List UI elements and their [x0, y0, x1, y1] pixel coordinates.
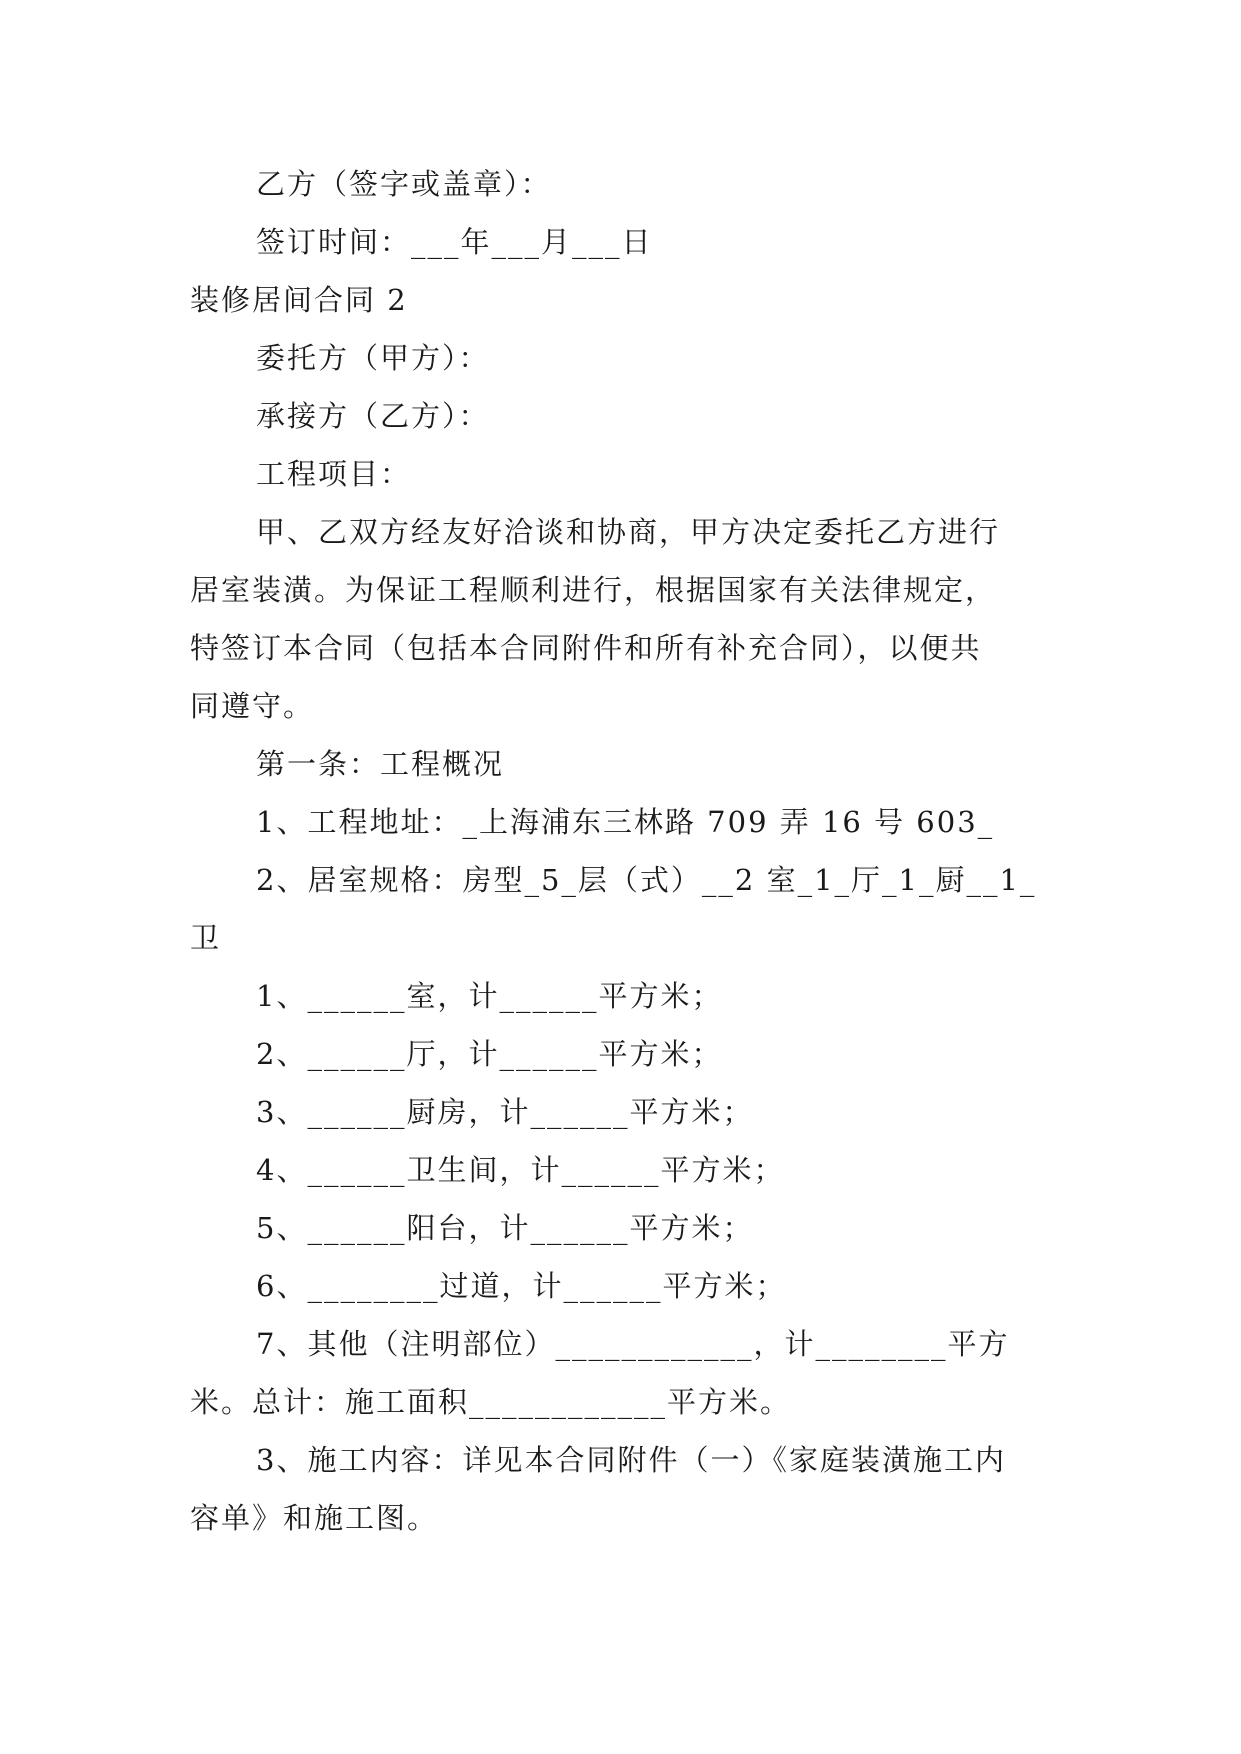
document-page — [190, 155, 1065, 1547]
area-item-bathroom: 4、______卫生间，计______平方米； — [256, 1153, 785, 1187]
principal-party-a: 委托方（甲方）： — [256, 341, 490, 375]
signing-date: 签订时间：___年___月___日 — [256, 225, 653, 259]
project-address: 1、工程地址：_上海浦东三林路 709 弄 16 号 603_ — [256, 805, 995, 839]
area-item-hall: 2、______厅，计______平方米； — [256, 1037, 723, 1071]
preamble-line-4: 同遵守。 — [190, 689, 315, 723]
article-1-heading: 第一条：工程概况 — [256, 747, 505, 781]
preamble-line-3: 特签订本合同（包括本合同附件和所有补充合同），以便共 — [190, 631, 982, 665]
total-area: 米。总计：施工面积____________平方米。 — [190, 1385, 792, 1419]
room-spec-line-1: 2、居室规格：房型_5_层（式）__2 室_1_厅_1_厨__1_ — [256, 863, 1037, 897]
contractor-party-b: 承接方（乙方）： — [256, 399, 490, 433]
contract-title: 装修居间合同 2 — [190, 283, 408, 317]
preamble-line-1: 甲、乙双方经友好洽谈和协商，甲方决定委托乙方进行 — [256, 515, 1001, 549]
room-spec-line-2: 卫 — [190, 921, 222, 955]
party-b-signature: 乙方（签字或盖章）： — [256, 167, 552, 201]
preamble-line-2: 居室装潢。为保证工程顺利进行，根据国家有关法律规定， — [190, 573, 997, 607]
area-item-other: 7、其他（注明部位）____________，计________平方 — [256, 1327, 1010, 1361]
area-item-room: 1、______室，计______平方米； — [256, 979, 723, 1013]
construction-content-line-1: 3、施工内容：详见本合同附件（一）《家庭装潢施工内 — [256, 1443, 1006, 1477]
area-item-kitchen: 3、______厨房，计______平方米； — [256, 1095, 754, 1129]
project-label: 工程项目： — [256, 457, 412, 491]
area-item-corridor: 6、________过道，计______平方米； — [256, 1269, 787, 1303]
area-item-balcony: 5、______阳台，计______平方米； — [256, 1211, 754, 1245]
construction-content-line-2: 容单》和施工图。 — [190, 1501, 439, 1535]
